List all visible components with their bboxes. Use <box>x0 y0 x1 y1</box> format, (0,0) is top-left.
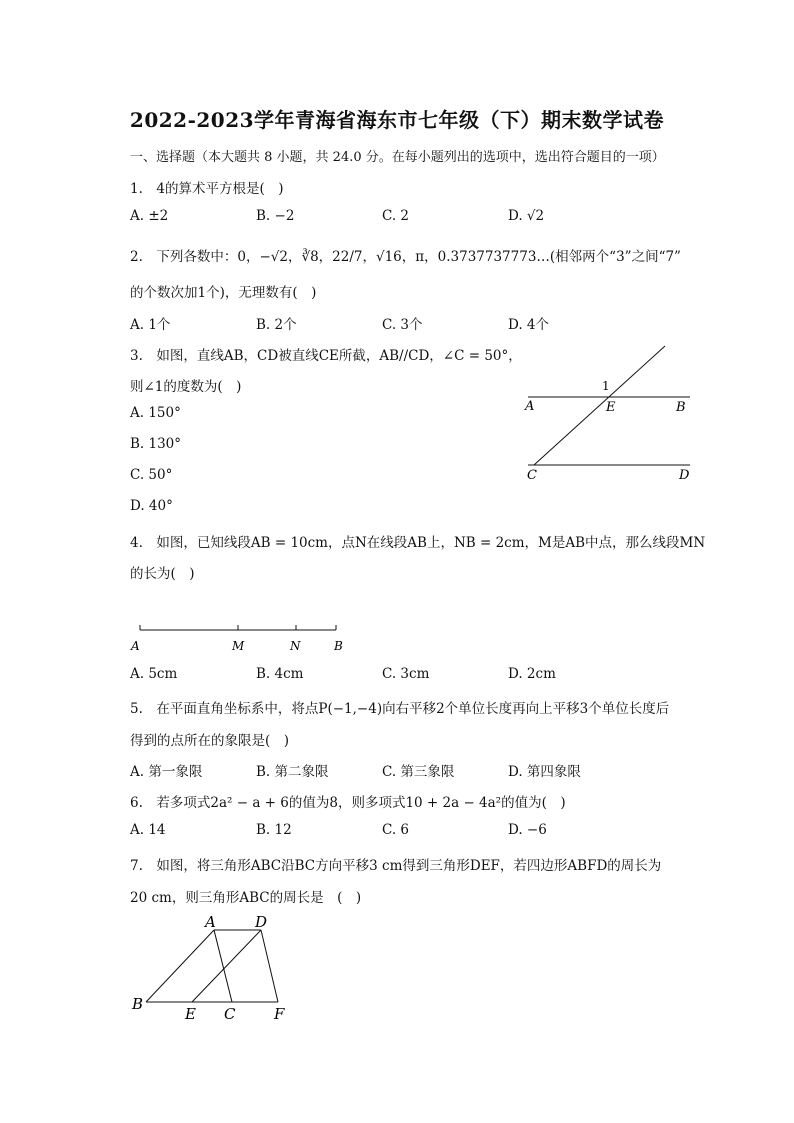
question-3-option-c[interactable]: C. 50° <box>130 467 173 483</box>
question-5-option-c[interactable]: C. 第三象限 <box>382 764 455 780</box>
question-2-option-a[interactable]: A. 1个 <box>130 317 171 333</box>
label-a: A <box>525 399 535 414</box>
side-de <box>192 930 261 1002</box>
label-b: B <box>334 639 343 653</box>
question-3-stem-line2: 则∠1的度数为( ) <box>130 379 242 395</box>
question-3-stem-line1: 3. 如图，直线AB，CD被直线CE所截，AB//CD，∠C = 50°， <box>130 348 522 364</box>
question-5-option-b[interactable]: B. 第二象限 <box>256 764 329 780</box>
question-1-stem: 1. 4的算术平方根是( ) <box>130 181 284 197</box>
question-3-figure <box>520 340 700 485</box>
line-ce <box>534 346 665 465</box>
label-d: D <box>255 913 268 931</box>
label-d: D <box>679 468 690 483</box>
label-a: A <box>205 913 216 931</box>
question-1-option-c[interactable]: C. 2 <box>382 208 410 224</box>
question-4-stem-line2: 的长为( ) <box>130 566 195 582</box>
label-n: N <box>290 639 301 653</box>
question-6-stem: 6. 若多项式2a² − a + 6的值为8，则多项式10 + 2a − 4a²的值为( ) <box>130 795 566 811</box>
label-e: E <box>185 1005 196 1023</box>
question-1-option-d[interactable]: D. √2 <box>508 208 545 224</box>
question-4-figure <box>128 620 358 656</box>
question-6-option-a[interactable]: A. 14 <box>130 822 166 838</box>
question-3-option-b[interactable]: B. 130° <box>130 436 182 452</box>
question-5-stem-line1: 5. 在平面直角坐标系中，将点P(−1,−4)向右平移2个单位长度再向上平移3个单位长度后 <box>130 701 670 717</box>
label-a: A <box>131 639 140 653</box>
question-7-figure <box>128 912 298 1024</box>
question-2-option-b[interactable]: B. 2个 <box>256 317 297 333</box>
question-2-option-d[interactable]: D. 4个 <box>508 317 550 333</box>
label-f: F <box>274 1005 285 1023</box>
question-5-option-a[interactable]: A. 第一象限 <box>130 764 203 780</box>
question-6-option-d[interactable]: D. −6 <box>508 822 547 838</box>
question-3-option-d[interactable]: D. 40° <box>130 498 173 514</box>
question-7-stem-line2: 20 cm，则三角形ABC的周长是 ( ) <box>130 890 362 906</box>
question-2-option-c[interactable]: C. 3个 <box>382 317 423 333</box>
label-c: C <box>527 468 537 483</box>
side-ac <box>214 930 232 1002</box>
label-b: B <box>132 995 144 1013</box>
label-m: M <box>232 639 245 653</box>
side-df <box>261 930 278 1002</box>
question-4-stem-line1: 4. 如图，已知线段AB = 10cm，点N在线段AB上，NB = 2cm，M是AB中点，那么线段MN <box>130 535 706 551</box>
question-6-option-c[interactable]: C. 6 <box>382 822 410 838</box>
question-5-stem-line2: 得到的点所在的象限是( ) <box>130 733 290 749</box>
side-ab <box>146 930 214 1002</box>
question-3-option-a[interactable]: A. 150° <box>130 405 181 421</box>
question-2-stem-line2: 的个数次加1个)，无理数有( ) <box>130 285 317 301</box>
label-1: 1 <box>602 379 610 393</box>
label-b: B <box>676 400 686 415</box>
question-6-option-b[interactable]: B. 12 <box>256 822 292 838</box>
question-4-option-a[interactable]: A. 5cm <box>130 666 178 682</box>
question-1-option-a[interactable]: A. ±2 <box>130 208 169 224</box>
question-4-option-d[interactable]: D. 2cm <box>508 666 556 682</box>
label-e: E <box>606 400 616 415</box>
question-5-option-d[interactable]: D. 第四象限 <box>508 764 581 780</box>
question-1-option-b[interactable]: B. −2 <box>256 208 295 224</box>
question-2-stem-line1: 2. 下列各数中：0，−√2，∛8，22/7，√16，π，0.3737737773…(相邻两个“3”之间“7” <box>130 249 681 265</box>
section-heading: 一、选择题（本大题共 8 小题，共 24.0 分。在每小题列出的选项中，选出符合题目的一项） <box>130 150 665 165</box>
question-4-option-b[interactable]: B. 4cm <box>256 666 304 682</box>
page-title: 2022-2023学年青海省海东市七年级（下）期末数学试卷 <box>129 108 665 132</box>
question-7-stem-line1: 7. 如图，将三角形ABC沿BC方向平移3 cm得到三角形DEF，若四边形ABFD的周长为 <box>130 858 662 874</box>
question-4-option-c[interactable]: C. 3cm <box>382 666 430 682</box>
label-c: C <box>224 1005 236 1023</box>
